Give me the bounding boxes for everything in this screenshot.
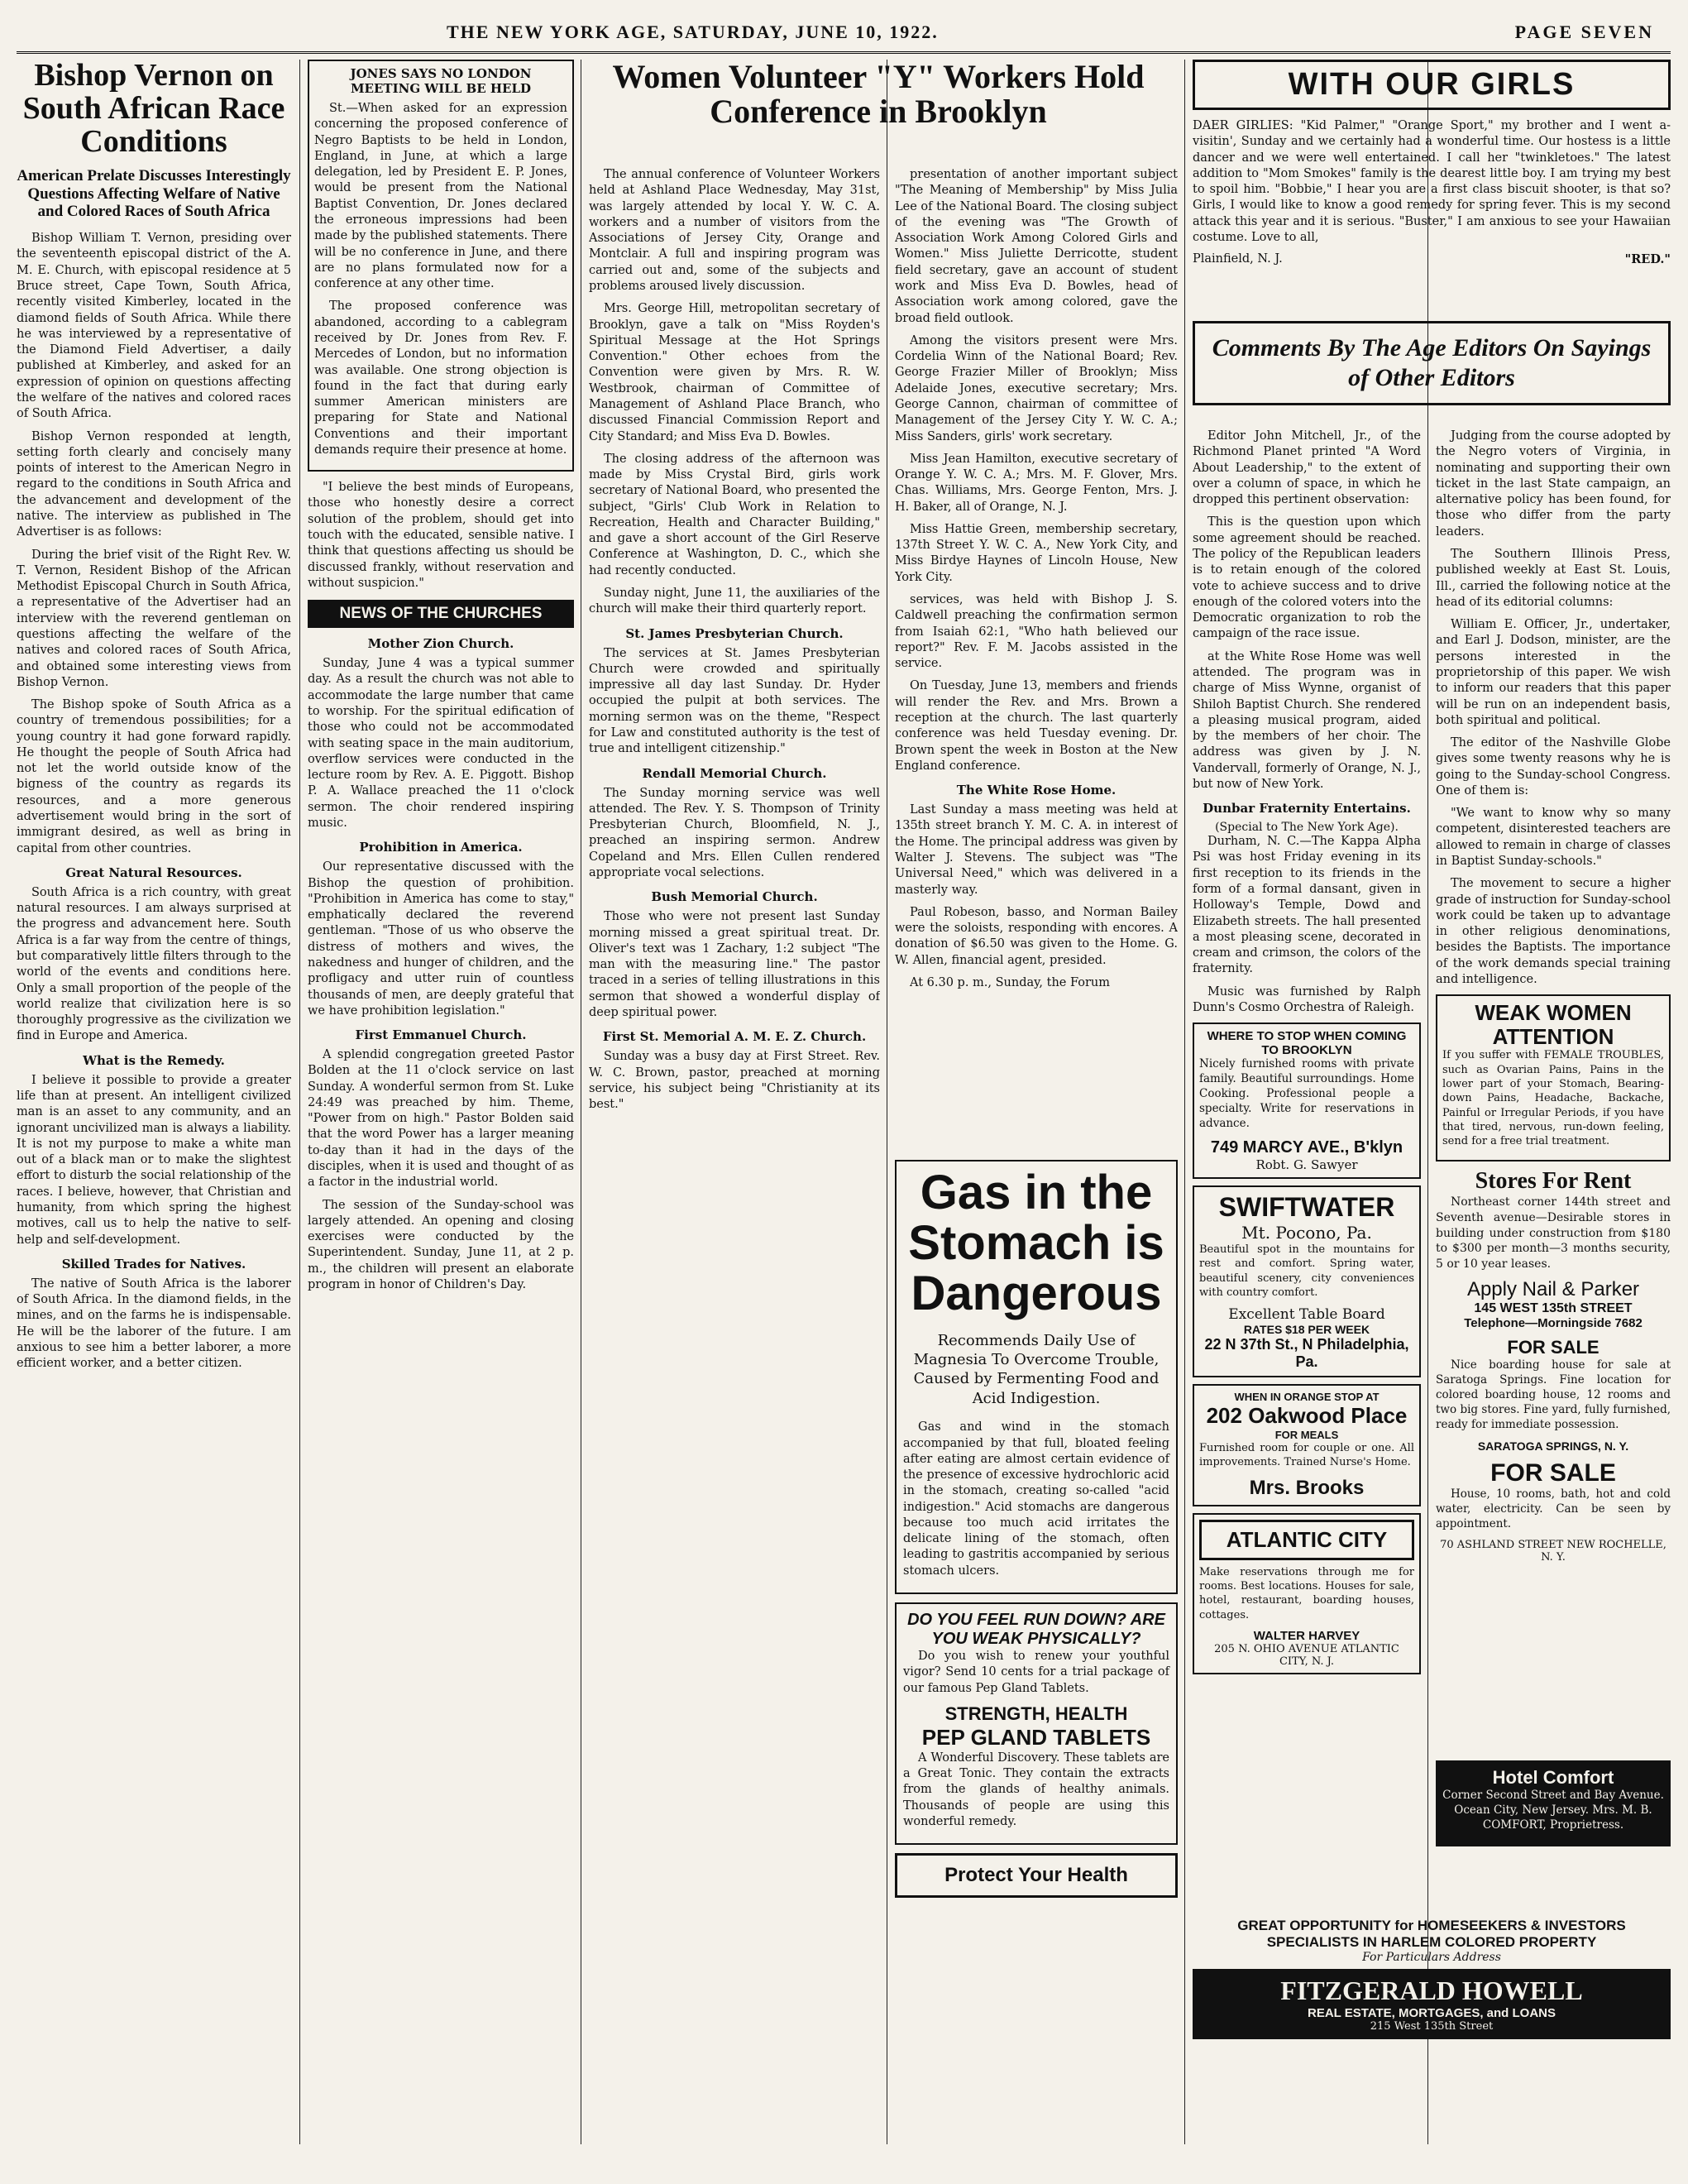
- paragraph: On Tuesday, June 13, members and friends will render the Rev. and Mrs. Brown a reception at the church. The last quarterly conference was held Tuesday evening. Dr. Brown spent the week in Boston at the New England conference.: [895, 679, 1178, 773]
- paragraph: South Africa is a rich country, with great natural resources. I am always surprised at the progress and advancement here. South Africa is a far way from the centre of things, but comparatively little filters through to the world of the events and conditions here. Only a small proportion of the people of the world realize that civilization here is so thoroughly progressive as the civilization we find in Europe and America.: [17, 885, 291, 1043]
- section-heading: What is the Remedy.: [83, 1052, 225, 1068]
- section-heading: Bush Memorial Church.: [651, 889, 818, 905]
- nail-parker-telephone: Telephone—Morningside 7682: [1464, 1316, 1643, 1331]
- fitzgerald-name: FITZGERALD HOWELL: [1280, 1976, 1583, 2005]
- article-ywca: [589, 167, 880, 2144]
- table-board: Excellent Table Board: [1228, 1306, 1385, 1324]
- particulars: For Particulars Address: [1362, 1951, 1501, 1964]
- paragraph: Our representative discussed with the Bishop the question of prohibition. "Prohibition in America has come to stay," emphatically declared the reverend gentleman. "Those of us who observe the distress of mothers and wives, the nakedness and hunger of children, and the profligacy and utter ruin of countless thousands of men, are deeply grateful that we have prohibition legislation.": [308, 860, 574, 1018]
- subhead-bishop-vernon: American Prelate Discusses Interestingly Questions Affecting Welfare of Native and Colored Races of South Africa: [17, 166, 291, 221]
- tablets-body: A Wonderful Discovery. These tablets are a Great Tonic. They contain the extracts from the glands of healthy animals. Thousands of people are using this wonderful remedy.: [903, 1751, 1169, 1829]
- with-our-girls-letter: DAER GIRLIES: "Kid Palmer," "Orange Sport," my brother and I went a-visitin', Sunday and we certainly had a wonderful time. Our hostess is a little dancer and we were well entertained. I call her "twinkletoes." The latest addition to "Mom Smokes" family is the dearest little boy. I am trying my best to spoil him. "Bobbie," I hear you are a first class biscuit shooter, is that so? Girls, I would like to know a good remedy for spring fever. This is my second attack this year and it is serious. "Buster," I am anxious to see your Hawaiian costume. Love to all,: [1193, 119, 1671, 244]
- pep-gland-ad: [895, 1602, 1178, 1845]
- paragraph: Miss Jean Hamilton, executive secretary of Orange Y. W. C. A.; Mrs. M. F. Glover, Mrs. Chas. Williams, Mrs. George Fenton, Mrs. J. H. Baker, all of Orange, N. J.: [895, 452, 1178, 514]
- paragraph: The movement to secure a higher grade of instruction for Sunday-school work could be taken up to advantage in other religious denominations, besides the Baptists. The importance of the work demands special training and intelligence.: [1436, 877, 1671, 986]
- masthead: [17, 15, 1671, 54]
- stores-rent-body: Northeast corner 144th street and Seventh avenue—Desirable stores in building under construction from $180 to $300 per month—3 months security, 5 or 10 year leases.: [1436, 1195, 1671, 1271]
- rates: RATES $18 PER WEEK: [1243, 1323, 1370, 1337]
- atlantic-city-name: WALTER HARVEY: [1253, 1628, 1360, 1643]
- weak-women-heading: WEAK WOMEN ATTENTION: [1475, 1000, 1632, 1049]
- column-rule: [299, 60, 300, 2144]
- fitzgerald-howell-ad: [1193, 1918, 1671, 2141]
- paragraph: I believe it possible to provide a greater life than at present. An intelligent civilized man is an asset to any community, and an ignorant uncivilized man is always a liability. It is not my purpose to make a white man out of a black man or to make the slightest effort to disturb the social relationship of the races. I believe, however, that Christian and humanity, from which spring the highest motives, call us to help the native to self-help and self-development.: [17, 1073, 291, 1247]
- paragraph: The annual conference of Volunteer Workers held at Ashland Place Wednesday, May 31st, was largely attended by local Y. W. C. A. workers and a number of visitors from the Associations of Jersey City, Orange and Montclair. A full and inspiring program was carried out and, some of the subjects and problems aroused lively discussion.: [589, 168, 880, 293]
- nail-parker: Apply Nail & Parker: [1466, 1278, 1640, 1301]
- atlantic-city-body: Make reservations through me for rooms. Best locations. Houses for sale, hotel, restaurant, boarding houses, cottages.: [1199, 1565, 1414, 1621]
- paragraph: "We want to know why so many competent, disinterested teachers are allowed to remain in charge of classes in Baptist Sunday-schools.": [1436, 807, 1671, 869]
- saratoga-sale-ad: [1436, 1337, 1671, 1453]
- article-churches: [308, 60, 574, 2144]
- paragraph: St.—When asked for an expression concerning the proposed conference of Negro Baptists to be held in London, England, in June, at which a large delegation, led by President E. P. Jones, would be present from the National Baptist Convention, Dr. Jones declared the erroneous impressions had been made by the published statements. There will be no conference in June, and there are no plans formulated now for a conference at any other time.: [314, 102, 567, 291]
- weak-women-ad: [1436, 994, 1671, 1161]
- strength-health: STRENGTH, HEALTH: [944, 1703, 1128, 1724]
- editors-heading-area: [1193, 321, 1671, 420]
- paragraph: The services at St. James Presbyterian Church were crowded and spiritually impressive all day last Sunday. Dr. Hyder occupied the pulpit at both services. The morning sermon was on the theme, "Respect for Law and constituted authority is the test of true and intelligent citizenship.": [589, 646, 880, 756]
- section-heading: Dunbar Fraternity Entertains.: [1203, 801, 1411, 817]
- page-number: PAGE SEVEN: [1514, 22, 1654, 42]
- paragraph: The Bishop spoke of South Africa as a country of tremendous possibilities; for a young country it had gone forward rapidly. He thought the people of South Africa had not let the world outside know of the bigness of the country as regards its resources, and a more generous advertisement would bring in the sort of immigrant desired, as well as bring in capital from other countries.: [17, 698, 291, 855]
- sale-heading: FOR SALE: [1490, 1459, 1616, 1487]
- section-heading: Skilled Trades for Natives.: [61, 1256, 246, 1272]
- paragraph: Paul Robeson, basso, and Norman Bailey were the soloists, responding with encores. A donation of $6.50 was given to the Home. G. W. Allen, financial agent, presided.: [895, 905, 1178, 967]
- paragraph: The editor of the Nashville Globe gives some twenty reasons why he is going to the Sunday-school Congress. One of them is:: [1436, 736, 1671, 797]
- protect-health-heading: Protect Your Health: [944, 1864, 1128, 1887]
- paragraph: Music was furnished by Ralph Dunn's Cosmo Orchestra of Raleigh.: [1193, 984, 1421, 1014]
- with-our-girls-title: WITH OUR GIRLS: [1193, 60, 1671, 110]
- paragraph: Those who were not present last Sunday morning missed a great spiritual treat. Dr. Oliver's text was 1 Zachary, 1:2 subject "The man with the measuring line." The pastor traced in a series of telling illustrations in this sermon that showed a wonderful display of deep spiritual power.: [589, 910, 880, 1019]
- orange-name: Mrs. Brooks: [1249, 1476, 1365, 1499]
- section-heading: The White Rose Home.: [956, 783, 1117, 798]
- column-rule: [1184, 60, 1185, 2144]
- section-heading: First Emmanuel Church.: [355, 1027, 527, 1043]
- section-heading: Prohibition in America.: [359, 840, 523, 855]
- notice-box: [308, 60, 574, 472]
- newspaper-page: [17, 15, 1671, 2166]
- brooklyn-ad: [1193, 1023, 1421, 1179]
- paragraph: During the brief visit of the Right Rev. W. T. Vernon, Resident Bishop of the African Methodist Episcopal Church in South Africa, a representative of the Advertiser had an interview with the reverend gentleman on questions affecting the welfare of the natives and colored races of South Africa, and obtained some interesting views from Bishop Vernon.: [17, 548, 291, 689]
- paragraph: Among the visitors present were Mrs. Cordelia Winn of the National Board; Rev. George Frazier Miller of Brooklyn; Miss Adelaide Jones, executive secretary; Mrs. George Cannon, chairman of committee of Management of the Jersey City Y. W. C. A.; Miss Sanders, girls' work secretary.: [895, 333, 1178, 443]
- sale-heading: FOR SALE: [1507, 1337, 1600, 1358]
- gas-ad-sub: Recommends Daily Use of Magnesia To Overcome Trouble, Caused by Fermenting Food and Acid Indigestion.: [913, 1331, 1160, 1407]
- letter-signature: "RED.": [1624, 252, 1671, 267]
- brooklyn-ad-body: Nicely furnished rooms with private family. Beautiful surroundings. Home Cooking. Professional people a specialty. Write for reservations in advance.: [1199, 1057, 1414, 1131]
- section-heading: Rendall Memorial Church.: [642, 765, 827, 781]
- hotel-comfort-box: [1436, 1760, 1671, 1846]
- paragraph: The session of the Sunday-school was largely attended. An opening and closing exercises were conducted by the Superintendent. Sunday, June 11, at 2 p. m., the children will present an elaborate program in honor of Children's Day.: [308, 1198, 574, 1291]
- paragraph: The native of South Africa is the laborer of South Africa. In the diamond fields, in the mines, and on the farms he is indispensable. He will be the laborer of the future. I am anxious to see him a better laborer, a more efficient worker, and a better citizen.: [17, 1276, 291, 1371]
- paragraph: Bishop Vernon responded at length, setting forth clearly and concisely many points of interest to the American Negro in regard to the conditions in South Africa and the advancement and development of the native. The interview as published in The Advertiser is as follows:: [17, 429, 291, 539]
- atlantic-city-ad: [1193, 1513, 1421, 1674]
- section-heading: Mother Zion Church.: [367, 636, 514, 652]
- news-of-churches-banner: NEWS OF THE CHURCHES: [308, 600, 574, 628]
- sale-place: SARATOGA SPRINGS, N. Y.: [1477, 1439, 1629, 1454]
- fitzgerald-address: 215 West 135th Street: [1370, 2020, 1494, 2033]
- paragraph: The closing address of the afternoon was made by Miss Crystal Bird, girls work secretary of National Board, who presented the subject, "Girls' Club Work in Relation to Recreation, Health and Character Building," and gave a short account of the Girl Reserve Conference at Washington, D. C., which she had recently conducted.: [589, 452, 880, 577]
- orange-ad: [1193, 1384, 1421, 1506]
- with-our-girls: [1193, 60, 1671, 308]
- gas-ad-box: [895, 1160, 1178, 1594]
- pep-gland-tablets: PEP GLAND TABLETS: [921, 1724, 1151, 1750]
- hotel-comfort-heading: Hotel Comfort: [1492, 1767, 1614, 1788]
- great-opportunity: GREAT OPPORTUNITY for HOMESEEKERS & INVESTORS: [1237, 1918, 1626, 1933]
- brooklyn-ad-heading: WHERE TO STOP WHEN COMING TO BROOKLYN: [1207, 1029, 1407, 1058]
- orange-address: 202 Oakwood Place: [1206, 1403, 1408, 1429]
- stores-rent-ad: [1436, 1168, 1671, 1330]
- stores-rent-heading: Stores For Rent: [1475, 1168, 1632, 1195]
- gas-ad-headline: Gas in the Stomach is Dangerous: [908, 1166, 1164, 1320]
- editors-column-left: [1193, 429, 1421, 2141]
- paragraph: at the White Rose Home was well attended. The program was in charge of Miss Wynne, organist of Shiloh Baptist Church. She rendered a pleasing musical program, aided by the members of her choir. The address was given by J. N. Vandervall, formerly of Orange, N. J., but now of New York.: [1193, 649, 1421, 791]
- section-heading: First St. Memorial A. M. E. Z. Church.: [602, 1029, 867, 1045]
- nail-parker-address: 145 WEST 135th STREET: [1474, 1301, 1633, 1316]
- headline-bishop-vernon: Bishop Vernon on South African Race Conditions: [22, 60, 285, 159]
- paragraph: Last Sunday a mass meeting was held at 135th street branch Y. M. C. A. in interest of the Home. The principal address was given by Walter J. Stevens. The subject was "The Universal Need," which was delivered in a masterly way.: [895, 803, 1178, 897]
- atlantic-city-heading: ATLANTIC CITY: [1199, 1520, 1414, 1560]
- headline-ywca: Women Volunteer "Y" Workers Hold Conference in Brooklyn: [612, 60, 1145, 130]
- swiftwater-ad: [1193, 1185, 1421, 1377]
- brooklyn-ad-name: Robt. G. Sawyer: [1255, 1157, 1358, 1173]
- article-bishop-vernon: [17, 60, 291, 2144]
- swiftwater-heading: SWIFTWATER: [1218, 1192, 1395, 1223]
- brooklyn-ad-address: 749 MARCY AVE., B'klyn: [1210, 1138, 1403, 1157]
- protect-health-ad: [895, 1853, 1178, 1898]
- run-down-heading: DO YOU FEEL RUN DOWN? ARE YOU WEAK PHYSICALLY?: [907, 1611, 1165, 1649]
- section-heading: St. James Presbyterian Church.: [625, 625, 844, 641]
- new-rochelle-sale-ad: [1436, 1459, 1671, 1564]
- notice-heading: JONES SAYS NO LONDON MEETING WILL BE HELD: [350, 66, 532, 96]
- gas-stomach-ad: [895, 1160, 1178, 2144]
- article-ywca-continued: [895, 167, 1178, 1152]
- fitzgerald-sub: REAL ESTATE, MORTGAGES, and LOANS: [1307, 2006, 1556, 2020]
- swiftwater-body: Beautiful spot in the mountains for rest and comfort. Spring water, beautiful scenery, city conveniences with country comfort.: [1199, 1243, 1414, 1299]
- paragraph: Bishop William T. Vernon, presiding over the seventeenth episcopal district of the A. M. E. Church, with episcopal residence at 5 Bruce street, Cape Town, South Africa, recently visited Kimberley, located in the diamond fields of South Africa. While there he was interviewed by a representative of the Diamond Field Advertiser, a daily published at Kimberley, and asked for an expression of opinion on questions affecting the welfare of the natives and colored races of South Africa.: [17, 232, 291, 421]
- paragraph: At 6.30 p. m., Sunday, the Forum: [910, 975, 1111, 989]
- paragraph: services, was held with Bishop J. S. Caldwell preaching the confirmation sermon from Isaiah 62:1, "Who hath believed our report?" Rev. F. M. Jacobs assisted in the service.: [895, 593, 1178, 671]
- editors-title: Comments By The Age Editors On Sayings of Other Editors: [1193, 321, 1671, 405]
- atlantic-city-address: 205 N. OHIO AVENUE ATLANTIC CITY, N. J.: [1214, 1642, 1399, 1668]
- orange-heading: WHEN IN ORANGE STOP AT: [1234, 1391, 1380, 1404]
- paragraph: This is the question upon which some agreement should be reached. The policy of the Republican leaders is to retain enough of the colored vote to achieve success and to drive enough of the colored voters into the Democratic organization to rob the campaign of the race issue.: [1193, 515, 1421, 641]
- paragraph: The proposed conference was abandoned, according to a cablegram received by Dr. Jones from Rev. F. Mercedes of London, but no information was available. One strong objection is found in the fact that during early summer American ministers are preparing for State and National Conventions and their important demands require their presence at home.: [314, 299, 567, 457]
- paragraph: Judging from the course adopted by the Negro voters of Virginia, in nominating and supporting their own ticket in the last State campaign, an alternative policy has been found, for those who differ from the party leaders.: [1436, 429, 1671, 539]
- paragraph: Sunday was a busy day at First Street. Rev. W. C. Brown, pastor, preached at morning service, his subject being "Christianity at its best.": [589, 1050, 880, 1112]
- headline-area-ywca: [589, 60, 1168, 159]
- paragraph: Sunday, June 4 was a typical summer day. As a result the church was not able to accommodate the large number that came to worship. For the spiritual edification of those who could not be accommodated with seating space in the main auditorium, overflow services were conducted in the lecture room by Rev. A. E. Piggott. Bishop P. A. Wallace preached the 11 o'clock sermon. The choir rendered inspiring music.: [308, 657, 574, 830]
- paragraph: Editor John Mitchell, Jr., of the Richmond Planet printed "A Word About Leadership," to the extent of over a column of space, in which he dropped this pertinent observation:: [1193, 429, 1421, 507]
- dunbar-sub: (Special to The New York Age).: [1215, 821, 1399, 835]
- specialists: SPECIALISTS IN HARLEM COLORED PROPERTY: [1266, 1934, 1597, 1950]
- hotel-comfort-body: Corner Second Street and Bay Avenue. Ocean City, New Jersey. Mrs. M. B. COMFORT, Proprietress.: [1442, 1789, 1664, 1832]
- letter-signoff: [1193, 252, 1671, 266]
- paragraph: William E. Officer, Jr., undertaker, and Earl J. Dodson, minister, are the persons interested in the proprietorship of this paper. We wish to inform our readers that this paper will be run on an independent basis, both spiritual and political.: [1436, 618, 1671, 727]
- letter-place: Plainfield, N. J.: [1193, 252, 1283, 266]
- fitzgerald-box: [1193, 1969, 1671, 2039]
- paragraph: Sunday night, June 11, the auxiliaries of the church will make their third quarterly report.: [589, 587, 880, 616]
- sale-address: 70 ASHLAND STREET NEW ROCHELLE, N. Y.: [1440, 1539, 1666, 1564]
- paragraph: presentation of another important subject "The Meaning of Membership" by Miss Julia Lee of the National Board. The closing subject of the evening was "The Growth of Association Work Among Colored Girls and Women." Miss Juliette Derricotte, student field secretary, gave an account of student work and Miss Eva D. Bowles, head of Association work among colored, gave the broad field outlook.: [895, 168, 1178, 325]
- masthead-title: THE NEW YORK AGE, SATURDAY, JUNE 10, 1922.: [447, 22, 939, 42]
- sale-body: House, 10 rooms, bath, hot and cold water, electricity. Can be seen by appointment.: [1436, 1487, 1671, 1531]
- orange-body: Furnished room for couple or one. All improvements. Trained Nurse's Home.: [1199, 1442, 1414, 1469]
- run-down-body: Do you wish to renew your youthful vigor? Send 10 cents for a trial package of our famous Pep Gland Tablets.: [903, 1650, 1169, 1695]
- swiftwater-place: Mt. Pocono, Pa.: [1241, 1223, 1372, 1243]
- hotel-comfort-ad: [1436, 1760, 1671, 1901]
- sale-body: Nice boarding house for sale at Saratoga Springs. Fine location for colored boarding house, 12 rooms and two big stores. Fine yard, fully furnished, ready for immediate possession.: [1436, 1358, 1671, 1432]
- orange-meals: FOR MEALS: [1274, 1429, 1339, 1442]
- paragraph: Durham, N. C.—The Kappa Alpha Psi was host Friday evening in its first reception to its friends in the form of a formal dansant, given in Holloway's Temple, Dowd and Elizabeth streets. The hall presented a most pleasing scene, decorated in cream and crimson, the colors of the fraternity.: [1193, 835, 1421, 976]
- section-heading: Great Natural Resources.: [65, 864, 242, 880]
- weak-women-body: If you suffer with FEMALE TROUBLES, such as Ovarian Pains, Pains in the lower part of your Stomach, Bearing-down Pains, Headache, Backache, Painful or Irregular Periods, if you have that tired, nervous, run-down feeling, send for a free trial treatment.: [1442, 1049, 1664, 1148]
- paragraph: "I believe the best minds of Europeans, those who honestly desire a correct solution of the problem, should get into touch with the educated, sensible native. I think that questions affecting us should be discussed frankly, without reservation and without suspicion.": [308, 481, 574, 590]
- editors-column-right: [1436, 429, 1671, 1777]
- paragraph: The Sunday morning service was well attended. The Rev. Y. S. Thompson of Trinity Presbyterian Church, Bloomfield, N. J., preached an inspiring sermon. Andrew Copeland and Mrs. Ellen Cullen rendered appropriate vocal selections.: [589, 786, 880, 879]
- paragraph: A splendid congregation greeted Pastor Bolden at the 11 o'clock service on last Sunday. A wonderful sermon from St. Luke 24:49 was preached by him. Theme, "Power from on high." Pastor Bolden said that the word Power has a larger meaning to-day than it had in the days of the disciples, when it is used and thought of as a factor in the industrial world.: [308, 1048, 574, 1190]
- paragraph: Miss Hattie Green, membership secretary, 137th Street Y. W. C. A., New York City, and Miss Birdye Haynes of Lincoln House, New York City.: [895, 522, 1178, 584]
- philadelphia-address: 22 N 37th St., N Philadelphia, Pa.: [1204, 1336, 1409, 1371]
- paragraph: The Southern Illinois Press, published weekly at East St. Louis, Ill., carried the following notice at the head of its editorial columns:: [1436, 547, 1671, 609]
- gas-ad-body: Gas and wind in the stomach accompanied by that full, bloated feeling after eating are almost certain evidence of the presence of excessive hydrochloric acid in the stomach, creating so-called "acid indigestion." Acid stomachs are dangerous because too much acid irritates the delicate lining of the stomach, often leading to gastritis accompanied by serious stomach ulcers.: [903, 1420, 1169, 1578]
- paragraph: Mrs. George Hill, metropolitan secretary of Brooklyn, gave a talk on "Miss Royden's Spiritual Message at the Hot Springs Convention." Other echoes from the Convention were given by Mrs. R. W. Westbrook, chairman of Committee of Management of Ashland Place Branch, who discussed Financial Commission Report and City Standard; and Miss Eva D. Bowles.: [589, 302, 880, 443]
